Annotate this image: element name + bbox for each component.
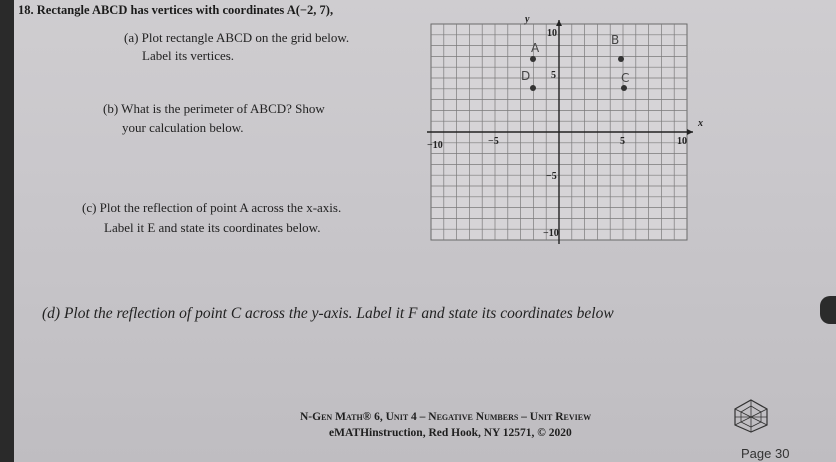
y-axis-label: y (525, 14, 530, 25)
x-tick-5: 5 (620, 136, 625, 147)
x-tick-neg5: −5 (488, 136, 499, 147)
footer-course: N-Gen Math® 6, Unit 4 – Negative Numbers – Unit Review (300, 411, 592, 423)
point-d-icon (530, 85, 536, 91)
handwritten-label-a: A (531, 41, 540, 55)
question-a-line2: Label its vertices. (142, 48, 235, 63)
page-shadow-right (820, 296, 836, 324)
x-axis-label: x (698, 118, 703, 129)
handwritten-label-b: B (611, 33, 620, 47)
x-tick-10: 10 (677, 136, 687, 147)
question-c-line2: Label it E and state its coordinates below. (104, 220, 321, 235)
handwritten-label-c: C (621, 71, 630, 85)
y-tick-5: 5 (551, 70, 556, 81)
problem-title: 18. Rectangle ABCD has vertices with coordinates A(−2, 7), (18, 3, 334, 17)
question-b-line2: your calculation below. (122, 120, 244, 135)
footer-publisher: eMATHinstruction, Red Hook, NY 12571, © 2020 (329, 427, 572, 439)
question-c-line1: (c) Plot the reflection of point A across the x-axis. (82, 200, 342, 215)
handwritten-label-d: D (521, 69, 531, 83)
question-a-line1: (a) Plot rectangle ABCD on the grid below. (124, 30, 350, 45)
y-tick-neg10: −10 (543, 228, 559, 239)
x-tick-neg10: −10 (427, 140, 443, 151)
coordinate-grid (425, 14, 703, 251)
page-number: Page 30 (741, 446, 790, 461)
point-b-icon (618, 56, 624, 62)
publisher-logo-icon (731, 398, 771, 439)
y-tick-neg5: −5 (546, 171, 557, 182)
question-d-line: (d) Plot the reflection of point C across the y-axis. Label it F and state its coordinates below (42, 305, 614, 322)
x-axis-arrow-icon (687, 129, 693, 135)
point-a-icon (530, 56, 536, 62)
y-axis-arrow-icon (556, 20, 562, 26)
question-b-line1: (b) What is the perimeter of ABCD? Show (103, 101, 325, 116)
point-c-icon (621, 85, 627, 91)
page-shadow-left (0, 0, 14, 462)
y-tick-10: 10 (547, 28, 557, 39)
